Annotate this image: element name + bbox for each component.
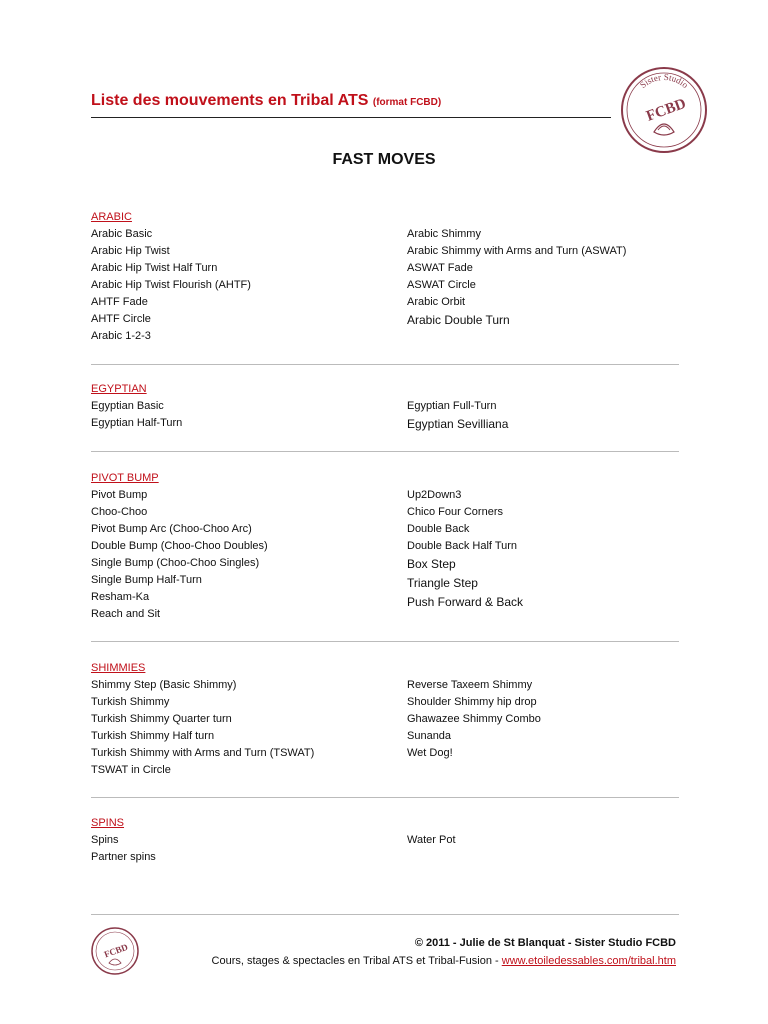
section-egyptian bbox=[91, 381, 679, 434]
move-item: Arabic Shimmy bbox=[407, 228, 481, 240]
section-left-column bbox=[91, 398, 407, 434]
move-item: ASWAT Fade bbox=[407, 262, 473, 274]
move-item: Push Forward & Back bbox=[407, 595, 524, 609]
move-item: Pivot Bump Arc (Choo-Choo Arc) bbox=[91, 523, 252, 535]
section-title: SPINS bbox=[91, 817, 125, 829]
move-item: Turkish Shimmy with Arms and Turn (TSWAT) bbox=[91, 747, 315, 759]
move-item: Pivot Bump bbox=[91, 489, 148, 501]
section-left-column bbox=[91, 226, 407, 345]
page-title: FAST MOVES bbox=[332, 151, 436, 168]
move-item: Turkish Shimmy bbox=[91, 696, 170, 708]
move-item: Egyptian Full-Turn bbox=[407, 400, 497, 412]
section-title: PIVOT BUMP bbox=[91, 472, 159, 484]
move-item: Arabic Hip Twist Half Turn bbox=[91, 262, 218, 274]
move-item: Box Step bbox=[407, 557, 456, 571]
fcbd-logo-icon bbox=[620, 66, 708, 154]
header-rule bbox=[91, 117, 611, 118]
move-item: Resham-Ka bbox=[91, 591, 150, 603]
document-title bbox=[91, 92, 611, 110]
section-arabic bbox=[91, 209, 679, 345]
move-item: Wet Dog! bbox=[407, 747, 453, 759]
section-title: ARABIC bbox=[91, 211, 132, 223]
section-right-column bbox=[407, 398, 679, 434]
section-right-column bbox=[407, 677, 679, 779]
move-item: Arabic 1-2-3 bbox=[91, 330, 151, 342]
footer-website-link[interactable]: www.etoiledessables.com/tribal.htm bbox=[501, 955, 676, 967]
move-item: Triangle Step bbox=[407, 576, 478, 590]
footer-divider bbox=[91, 914, 679, 915]
move-item: Sunanda bbox=[407, 730, 452, 742]
move-item: Arabic Double Turn bbox=[407, 313, 510, 327]
section-shimmies bbox=[91, 660, 679, 779]
move-item: AHTF Fade bbox=[91, 296, 148, 308]
section-divider bbox=[91, 641, 679, 642]
move-item: Reverse Taxeem Shimmy bbox=[407, 679, 533, 691]
section-divider bbox=[91, 451, 679, 452]
footer-logo-text: FCBD bbox=[102, 941, 130, 960]
move-item: Arabic Orbit bbox=[407, 296, 466, 308]
move-item: Shimmy Step (Basic Shimmy) bbox=[91, 679, 237, 691]
footer-logo-icon bbox=[90, 926, 140, 976]
section-spins bbox=[91, 815, 679, 866]
section-title: EGYPTIAN bbox=[91, 383, 147, 395]
section-pivot-bump bbox=[91, 470, 679, 623]
move-item: Arabic Shimmy with Arms and Turn (ASWAT) bbox=[407, 245, 627, 257]
move-item: Turkish Shimmy Half turn bbox=[91, 730, 215, 742]
section-divider bbox=[91, 797, 679, 798]
svg-text:Sister Studio bbox=[638, 72, 691, 90]
move-item: Arabic Basic bbox=[91, 228, 153, 240]
move-item: Shoulder Shimmy hip drop bbox=[407, 696, 537, 708]
move-item: Single Bump (Choo-Choo Singles) bbox=[91, 557, 260, 569]
move-item: AHTF Circle bbox=[91, 313, 151, 325]
move-item: Egyptian Sevilliana bbox=[407, 417, 509, 431]
move-item: Choo-Choo bbox=[91, 506, 148, 518]
move-item: TSWAT in Circle bbox=[91, 764, 171, 776]
footer-copyright: © 2011 - Julie de St Blanquat - Sister Studio FCBD bbox=[414, 937, 676, 949]
move-item: Spins bbox=[91, 834, 119, 846]
section-right-column bbox=[407, 226, 679, 345]
footer bbox=[212, 934, 676, 970]
logo-main-text: FCBD bbox=[644, 95, 689, 125]
move-item: Partner spins bbox=[91, 851, 156, 863]
move-item: Arabic Hip Twist Flourish (AHTF) bbox=[91, 279, 251, 291]
document-title-text: Liste des mouvements en Tribal ATS bbox=[91, 92, 369, 109]
document-format-note: (format FCBD) bbox=[372, 97, 442, 108]
logo-arc-text: Sister Studio bbox=[637, 71, 691, 91]
move-item: Egyptian Half-Turn bbox=[91, 417, 183, 429]
move-item: Double Bump (Choo-Choo Doubles) bbox=[91, 540, 268, 552]
move-item: Double Back bbox=[407, 523, 470, 535]
move-item: Chico Four Corners bbox=[407, 506, 503, 518]
section-divider bbox=[91, 364, 679, 365]
move-item: Ghawazee Shimmy Combo bbox=[407, 713, 541, 725]
section-left-column bbox=[91, 677, 407, 779]
move-item: ASWAT Circle bbox=[407, 279, 476, 291]
move-item: Water Pot bbox=[407, 834, 456, 846]
footer-tagline: Cours, stages & spectacles en Tribal ATS et Tribal-Fusion - bbox=[211, 955, 502, 967]
move-item: Reach and Sit bbox=[91, 608, 161, 620]
section-left-column bbox=[91, 832, 407, 866]
move-item: Up2Down3 bbox=[407, 489, 462, 501]
section-right-column bbox=[407, 832, 679, 866]
move-item: Arabic Hip Twist bbox=[91, 245, 170, 257]
section-right-column bbox=[407, 487, 679, 623]
footer-tagline-line bbox=[212, 952, 676, 970]
move-item: Double Back Half Turn bbox=[407, 540, 518, 552]
move-item: Egyptian Basic bbox=[91, 400, 164, 412]
move-item: Turkish Shimmy Quarter turn bbox=[91, 713, 232, 725]
section-title: SHIMMIES bbox=[91, 662, 146, 674]
document-header bbox=[91, 92, 611, 110]
move-item: Single Bump Half-Turn bbox=[91, 574, 202, 586]
section-left-column bbox=[91, 487, 407, 623]
